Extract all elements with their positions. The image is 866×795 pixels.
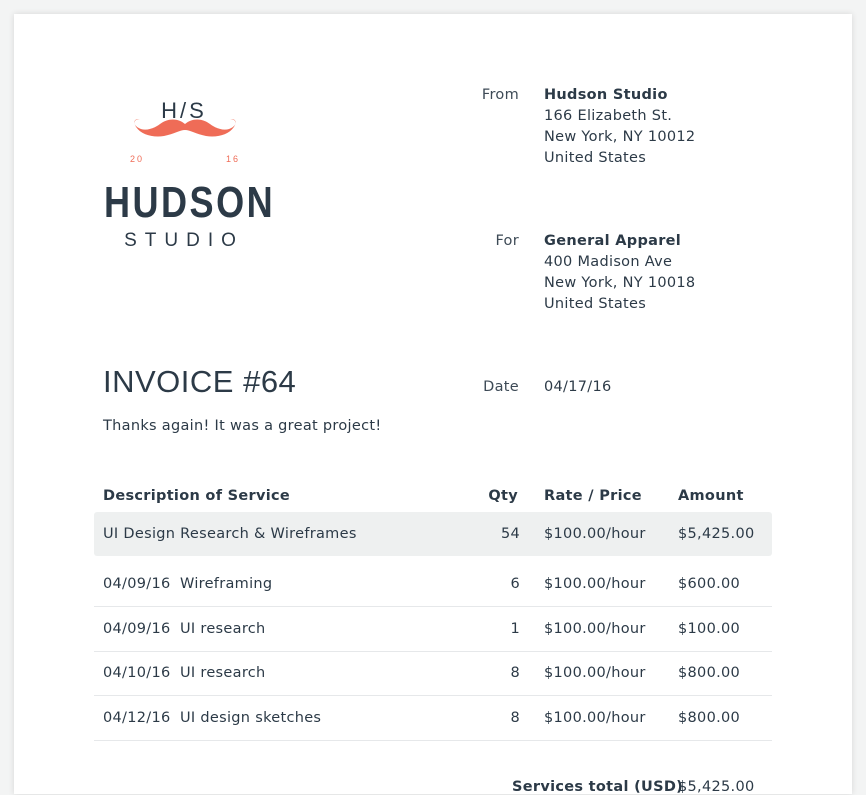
item-rate: $100.00/hour	[544, 576, 646, 592]
for-label: For	[495, 233, 519, 249]
from-street: 166 Elizabeth St.	[544, 108, 673, 124]
item-qty: 1	[510, 621, 520, 637]
item-amount: $800.00	[678, 665, 741, 681]
item-rate: $100.00/hour	[544, 621, 646, 637]
item-rate: $100.00/hour	[544, 710, 646, 726]
invoice-note: Thanks again! It was a great project!	[103, 418, 382, 434]
table-row	[94, 562, 772, 607]
for-name: General Apparel	[544, 233, 682, 249]
subtotal-value: $5,425.00	[678, 779, 755, 795]
from-label: From	[481, 87, 519, 103]
hudson-studio-logo	[104, 98, 284, 258]
header-rate: Rate / Price	[544, 488, 642, 504]
from-city: New York, NY 10012	[544, 129, 696, 145]
table-row	[94, 696, 772, 741]
group-description: UI Design Research & Wireframes	[103, 526, 357, 542]
item-date: 04/09/16	[103, 621, 171, 637]
item-amount: $800.00	[678, 710, 741, 726]
item-qty: 6	[510, 576, 520, 592]
from-address	[544, 85, 695, 169]
table-row	[94, 651, 772, 696]
item-qty: 8	[510, 710, 520, 726]
logo-subtitle: STUDIO	[124, 230, 244, 251]
logo-monogram: H/S	[161, 98, 207, 123]
logo-year-right: 16	[226, 154, 241, 164]
table-group-row	[94, 512, 772, 556]
item-date: 04/10/16	[103, 665, 171, 681]
header-amount: Amount	[678, 488, 744, 504]
date-label: Date	[483, 379, 519, 395]
group-qty: 54	[500, 526, 520, 542]
for-country: United States	[544, 296, 647, 312]
header-description: Description of Service	[103, 488, 291, 504]
item-rate: $100.00/hour	[544, 665, 646, 681]
group-rate: $100.00/hour	[544, 526, 646, 542]
item-qty: 8	[510, 665, 520, 681]
date-value: 04/17/16	[544, 379, 612, 395]
item-service: UI research	[180, 665, 266, 681]
item-service: UI design sketches	[180, 710, 322, 726]
item-service: Wireframing	[180, 576, 273, 592]
item-amount: $100.00	[678, 621, 741, 637]
from-country: United States	[544, 150, 647, 166]
group-amount: $5,425.00	[678, 526, 755, 542]
for-city: New York, NY 10018	[544, 275, 696, 291]
item-date: 04/09/16	[103, 576, 171, 592]
from-name: Hudson Studio	[544, 87, 668, 103]
item-service: UI research	[180, 621, 266, 637]
item-amount: $600.00	[678, 576, 741, 592]
logo-year-left: 20	[130, 154, 145, 164]
subtotal-label: Services total (USD)	[512, 779, 684, 795]
for-street: 400 Madison Ave	[544, 254, 673, 270]
for-address	[544, 231, 695, 315]
invoice-title: INVOICE #64	[103, 364, 297, 399]
logo-name: HUDSON	[104, 178, 276, 227]
mustache-icon	[130, 116, 240, 150]
header-qty: Qty	[488, 488, 518, 504]
item-date: 04/12/16	[103, 710, 171, 726]
table-row	[94, 607, 772, 652]
invoice-page	[14, 14, 852, 794]
